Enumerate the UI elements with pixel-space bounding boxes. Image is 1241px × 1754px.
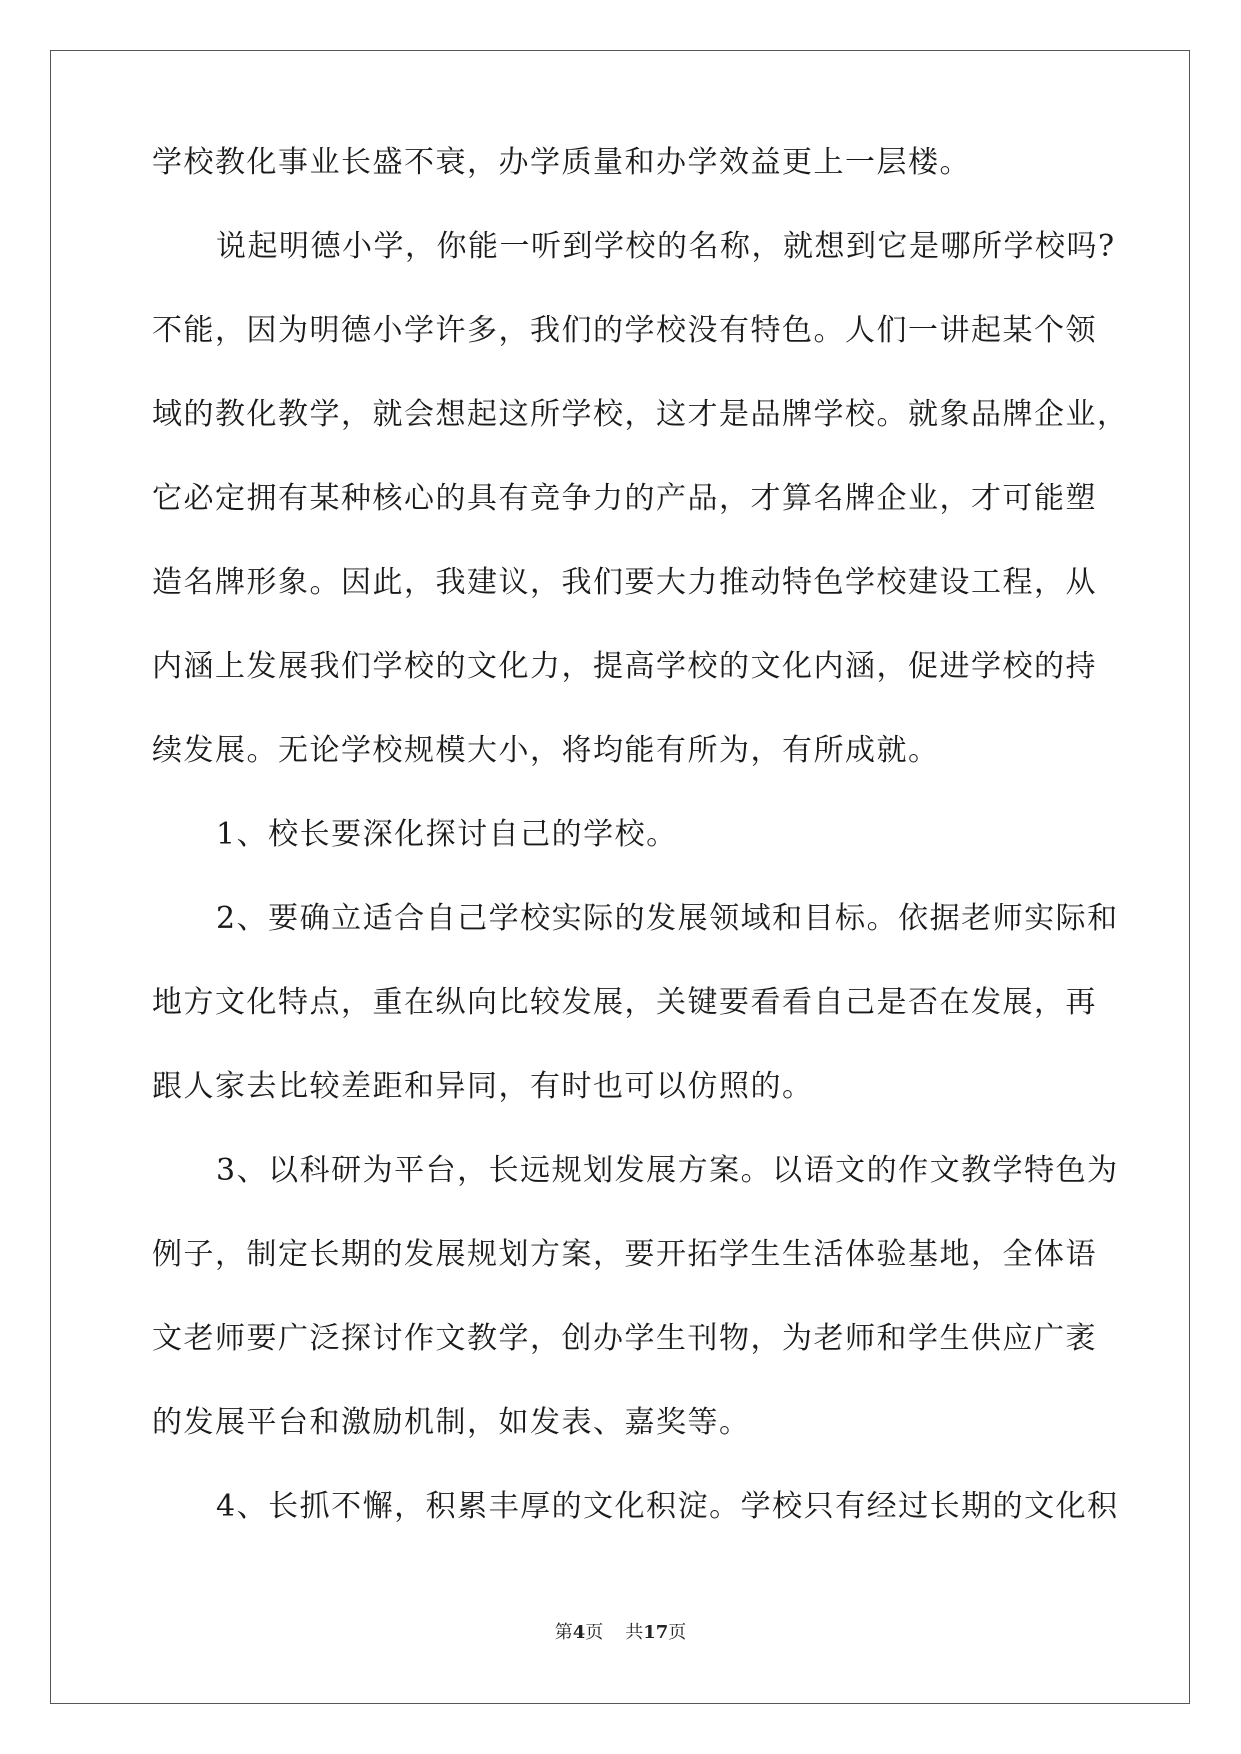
text-line: 4、长抓不懈，积累丰厚的文化积淀。学校只有经过长期的文化积	[216, 1489, 1119, 1524]
page-prefix: 第	[554, 1622, 573, 1643]
text-line: 文老师要广泛探讨作文教学，创办学生刊物，为老师和学生供应广袤	[152, 1321, 1097, 1356]
text-line: 的发展平台和激励机制，如发表、嘉奖等。	[152, 1405, 751, 1440]
text-line: 它必定拥有某种核心的具有竞争力的产品，才算名牌企业，才可能塑	[152, 481, 1097, 516]
page-number: 4	[572, 1622, 586, 1643]
text-line: 2、要确立适合自己学校实际的发展领域和目标。依据老师实际和	[216, 901, 1119, 936]
text-line: 学校教化事业长盛不衰，办学质量和办学效益更上一层楼。	[152, 145, 971, 180]
total-prefix: 共	[625, 1622, 644, 1643]
text-line: 跟人家去比较差距和异同，有时也可以仿照的。	[152, 1069, 814, 1104]
text-line: 地方文化特点，重在纵向比较发展，关键要看看自己是否在发展，再	[152, 985, 1097, 1020]
text-line: 不能，因为明德小学许多，我们的学校没有特色。人们一讲起某个领	[152, 313, 1097, 348]
total-suffix: 页	[668, 1622, 687, 1643]
page-footer	[0, 1618, 1241, 1644]
text-line: 1、校长要深化探讨自己的学校。	[216, 817, 678, 852]
total-pages: 17	[643, 1622, 669, 1643]
text-line: 说起明德小学，你能一听到学校的名称，就想到它是哪所学校吗?	[216, 229, 1116, 264]
text-line: 域的教化教学，就会想起这所学校，这才是品牌学校。就象品牌企业，	[152, 397, 1129, 432]
text-line: 造名牌形象。因此，我建议，我们要大力推动特色学校建设工程，从	[152, 565, 1097, 600]
page-suffix: 页	[585, 1622, 604, 1643]
text-line: 内涵上发展我们学校的文化力，提高学校的文化内涵，促进学校的持	[152, 649, 1097, 684]
text-line: 3、以科研为平台，长远规划发展方案。以语文的作文教学特色为	[216, 1153, 1119, 1188]
text-line: 续发展。无论学校规模大小，将均能有所为，有所成就。	[152, 733, 940, 768]
text-line: 例子，制定长期的发展规划方案，要开拓学生生活体验基地，全体语	[152, 1237, 1097, 1272]
document-body	[152, 145, 1129, 1549]
